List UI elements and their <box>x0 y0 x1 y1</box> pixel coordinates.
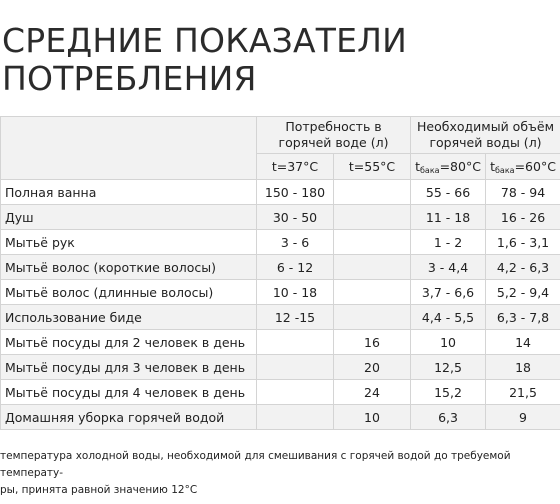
page-title-line-1: СРЕДНИЕ ПОКАЗАТЕЛИ <box>2 21 408 60</box>
header-required-volume: Необходимый объём горячей воды (л) <box>411 117 560 154</box>
cell-t60: 78 - 94 <box>486 180 560 205</box>
header-empty-cell <box>1 117 257 180</box>
subheader-t55: t=55°С <box>334 154 411 180</box>
cell-t60: 9 <box>486 405 560 430</box>
cell-t60: 5,2 - 9,4 <box>486 280 560 305</box>
table-row <box>1 380 560 405</box>
table-row <box>1 305 560 330</box>
cell-t37: 10 - 18 <box>257 280 334 305</box>
cell-t37 <box>257 330 334 355</box>
cell-t55 <box>334 305 411 330</box>
cell-t55: 16 <box>334 330 411 355</box>
row-label: Душ <box>1 205 257 230</box>
subheader-t37: t=37°С <box>257 154 334 180</box>
cell-t80: 10 <box>411 330 486 355</box>
page-title-line-2: ПОТРЕБЛЕНИЯ <box>2 59 257 98</box>
cell-t80: 3,7 - 6,6 <box>411 280 486 305</box>
cell-t60: 14 <box>486 330 560 355</box>
cell-t37: 150 - 180 <box>257 180 334 205</box>
row-label: Использование биде <box>1 305 257 330</box>
footnote-line-1: температура холодной воды, необходимой для смешивания с горячей водой до требуемой температу- <box>0 450 511 479</box>
cell-t80: 15,2 <box>411 380 486 405</box>
subheader-t60: $t_{бака}=60^\circ С$ <box>486 154 560 180</box>
cell-t55 <box>334 255 411 280</box>
subheader-t80: $t_{бака}=80^\circ С$ <box>411 154 486 180</box>
row-label: Домашняя уборка горячей водой <box>1 405 257 430</box>
cell-t55: 10 <box>334 405 411 430</box>
cell-t80: 4,4 - 5,5 <box>411 305 486 330</box>
table-row <box>1 355 560 380</box>
cell-t80: 6,3 <box>411 405 486 430</box>
cell-t55: 20 <box>334 355 411 380</box>
footnote <box>0 448 560 499</box>
table-row <box>1 180 560 205</box>
cell-t37: 30 - 50 <box>257 205 334 230</box>
cell-t37 <box>257 355 334 380</box>
cell-t60: 1,6 - 3,1 <box>486 230 560 255</box>
cell-t60: 18 <box>486 355 560 380</box>
page-title <box>2 22 558 98</box>
row-label: Мытьё посуды для 3 человек в день <box>1 355 257 380</box>
cell-t37: 12 -15 <box>257 305 334 330</box>
cell-t55 <box>334 180 411 205</box>
row-label: Мытьё посуды для 4 человек в день <box>1 380 257 405</box>
table-row <box>1 255 560 280</box>
cell-t55 <box>334 230 411 255</box>
cell-t60: 21,5 <box>486 380 560 405</box>
cell-t55: 24 <box>334 380 411 405</box>
table-row <box>1 330 560 355</box>
table-row <box>1 230 560 255</box>
cell-t80: 11 - 18 <box>411 205 486 230</box>
row-label: Полная ванна <box>1 180 257 205</box>
header-hot-water-demand: Потребность в горячей воде (л) <box>257 117 411 154</box>
cell-t80: 3 - 4,4 <box>411 255 486 280</box>
cell-t37 <box>257 405 334 430</box>
table-row <box>1 280 560 305</box>
row-label: Мытьё волос (длинные волосы) <box>1 280 257 305</box>
row-label: Мытьё рук <box>1 230 257 255</box>
cell-t60: 16 - 26 <box>486 205 560 230</box>
cell-t80: 55 - 66 <box>411 180 486 205</box>
cell-t60: 6,3 - 7,8 <box>486 305 560 330</box>
table-header-row <box>1 117 560 154</box>
cell-t80: 12,5 <box>411 355 486 380</box>
table-row <box>1 405 560 430</box>
cell-t37 <box>257 380 334 405</box>
table-row <box>1 205 560 230</box>
cell-t55 <box>334 205 411 230</box>
footnote-line-2: ры, принята равной значению 12°С <box>0 484 198 496</box>
cell-t55 <box>334 280 411 305</box>
row-label: Мытьё посуды для 2 человек в день <box>1 330 257 355</box>
cell-t37: 6 - 12 <box>257 255 334 280</box>
row-label: Мытьё волос (короткие волосы) <box>1 255 257 280</box>
consumption-table <box>0 116 560 430</box>
cell-t80: 1 - 2 <box>411 230 486 255</box>
cell-t60: 4,2 - 6,3 <box>486 255 560 280</box>
cell-t37: 3 - 6 <box>257 230 334 255</box>
